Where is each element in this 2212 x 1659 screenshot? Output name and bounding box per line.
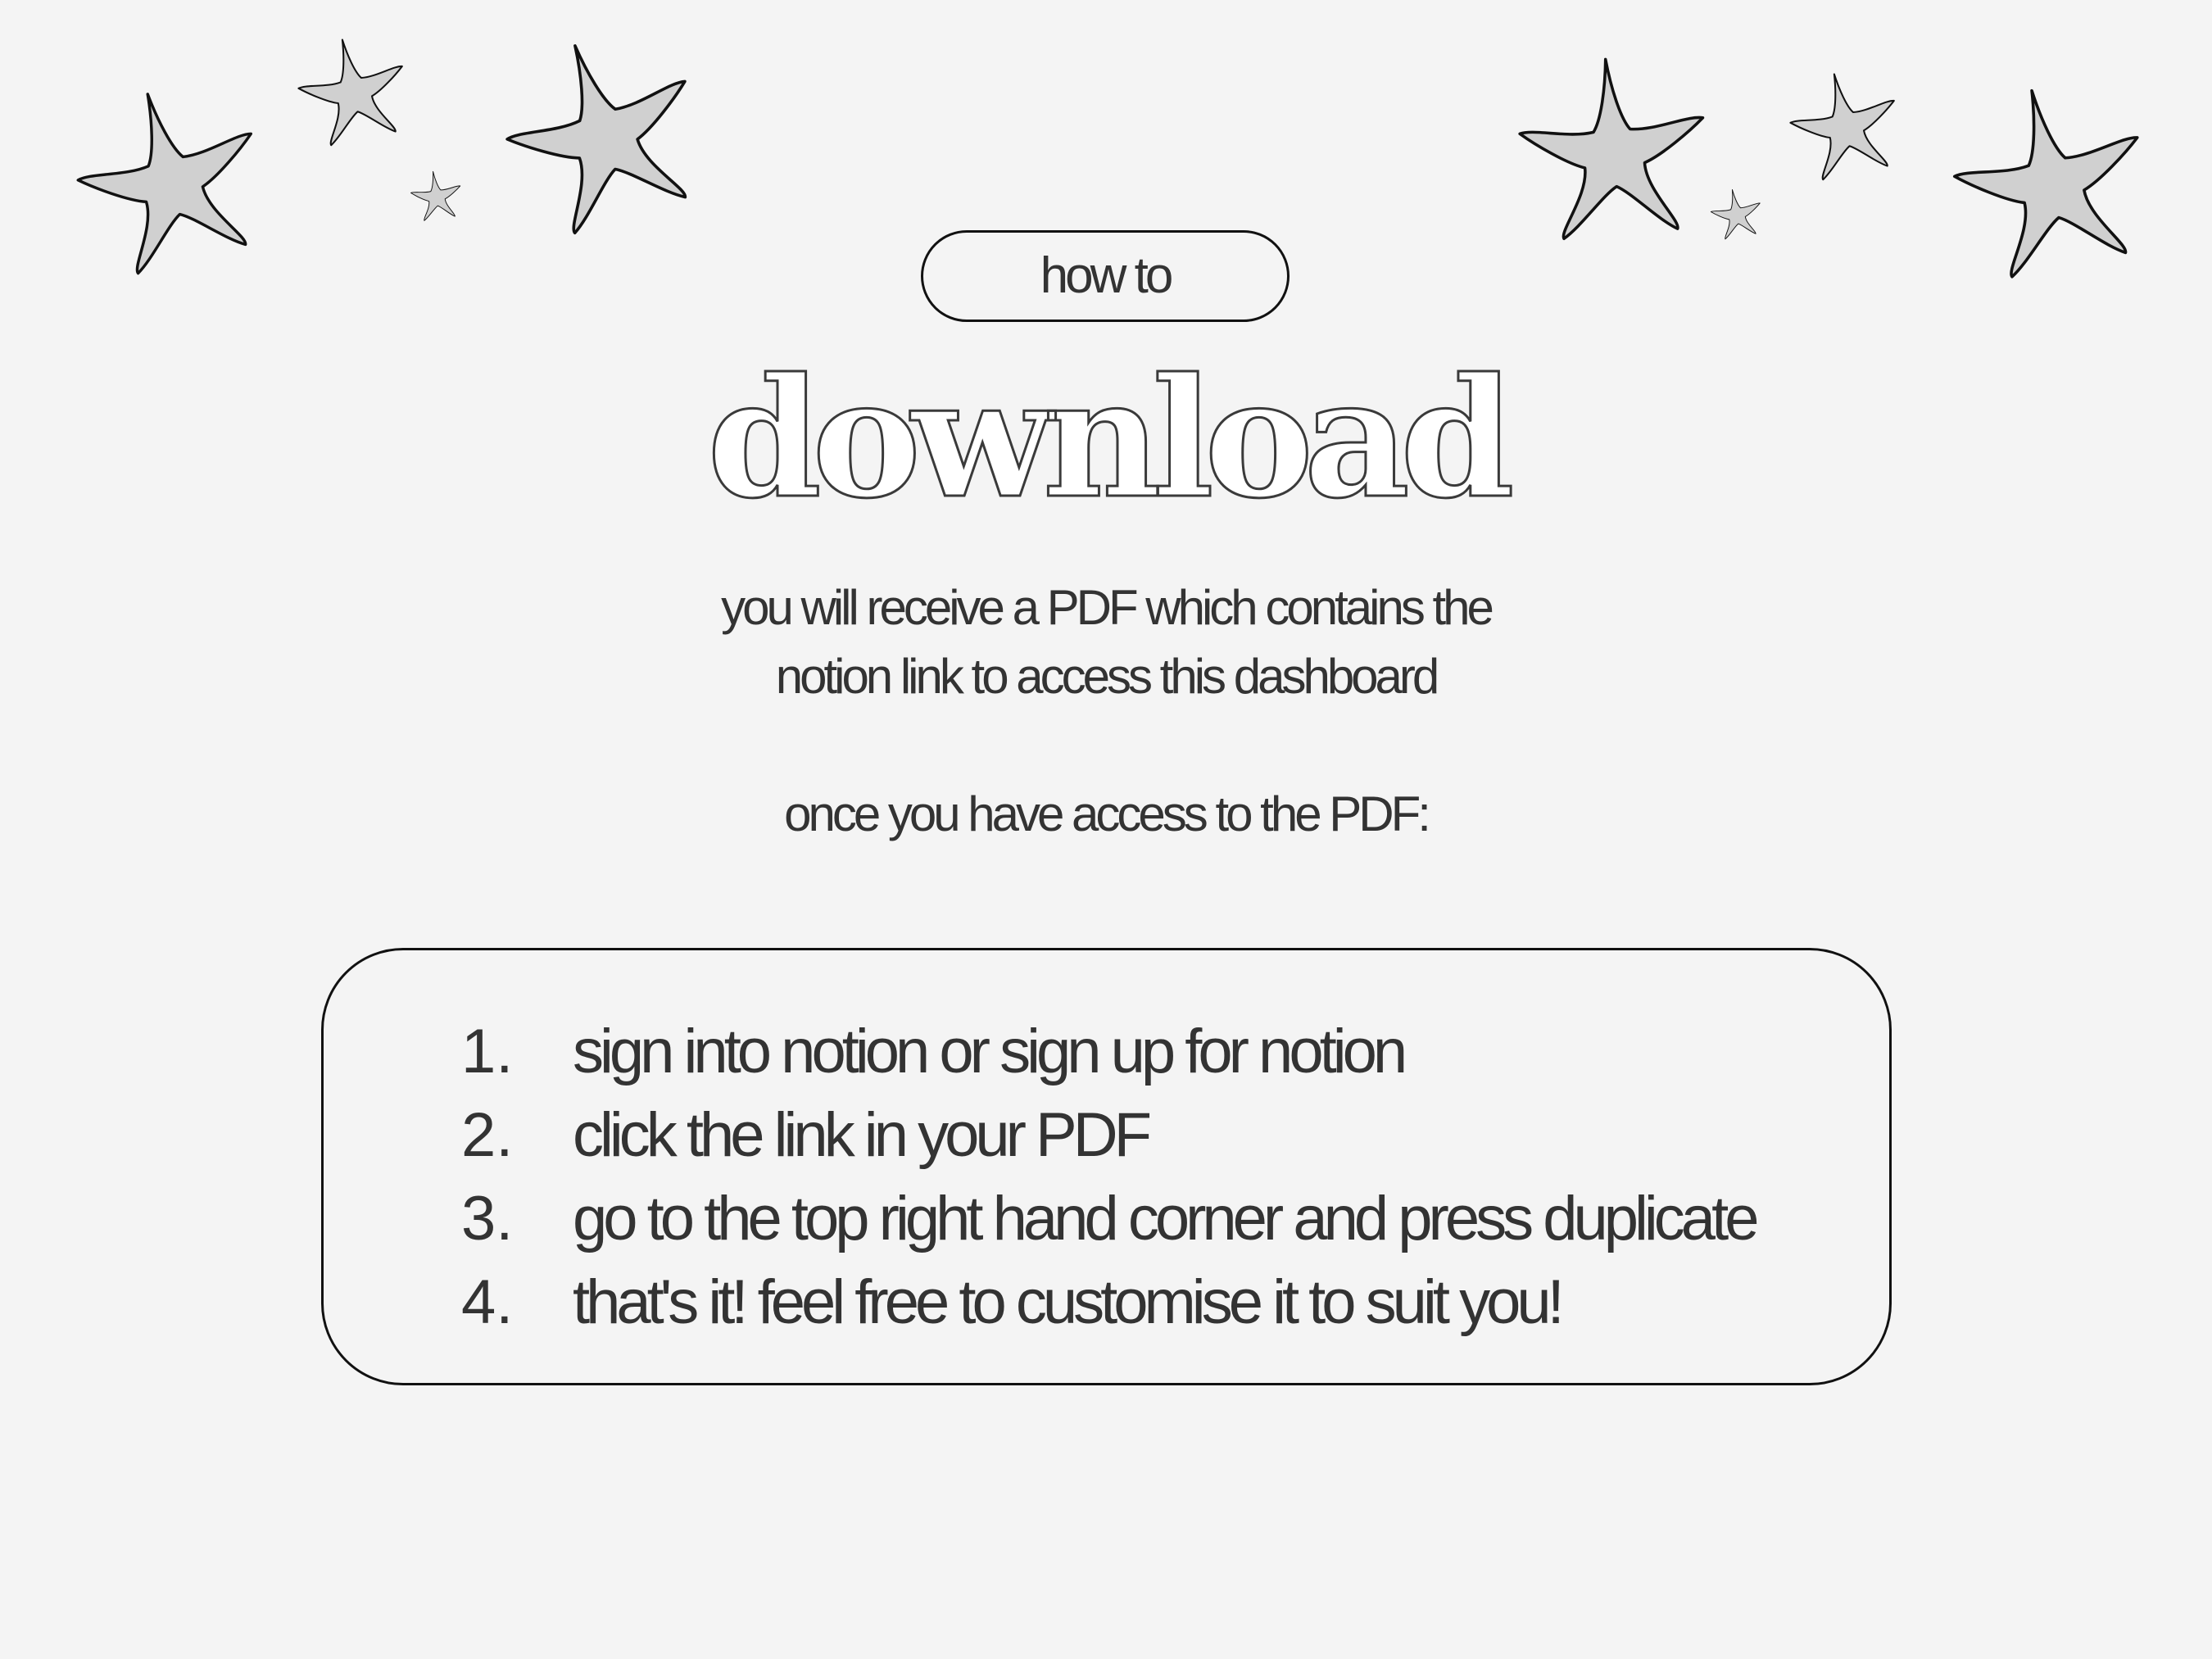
steps-list xyxy=(461,1009,1755,1344)
step-item xyxy=(461,1260,1755,1344)
how-to-label: how to xyxy=(1040,247,1171,304)
star-icon xyxy=(486,17,718,244)
step-item xyxy=(461,1176,1755,1260)
star-icon xyxy=(1941,71,2160,284)
star-icon xyxy=(1708,185,1766,241)
step-number: 2. xyxy=(461,1099,514,1170)
star-icon xyxy=(61,71,279,283)
star-icon xyxy=(1783,63,1907,184)
headline xyxy=(0,336,2212,516)
step-number: 1. xyxy=(461,1016,514,1086)
step-item xyxy=(461,1093,1755,1176)
star-icon xyxy=(1514,52,1712,242)
how-to-pill xyxy=(921,230,1290,322)
intro-line: notion link to access this dashboard xyxy=(775,649,1437,704)
intro-lead: once you have access to the PDF: xyxy=(784,786,1428,841)
step-text: sign into notion or sign up for notion xyxy=(573,1016,1404,1086)
star-icon xyxy=(291,29,415,149)
intro-text xyxy=(0,573,2212,849)
step-text: click the link in your PDF xyxy=(573,1099,1149,1170)
step-item xyxy=(461,1009,1755,1093)
headline-text: download xyxy=(707,342,1505,516)
step-text: go to the top right hand corner and press duplicate xyxy=(573,1183,1756,1253)
steps-box xyxy=(321,948,1892,1385)
star-icon xyxy=(408,168,464,222)
step-number: 4. xyxy=(461,1267,514,1337)
intro-line: you will receive a PDF which contains the xyxy=(721,580,1491,635)
step-text: that's it! feel free to customise it to suit you! xyxy=(573,1267,1561,1337)
step-number: 3. xyxy=(461,1183,514,1253)
